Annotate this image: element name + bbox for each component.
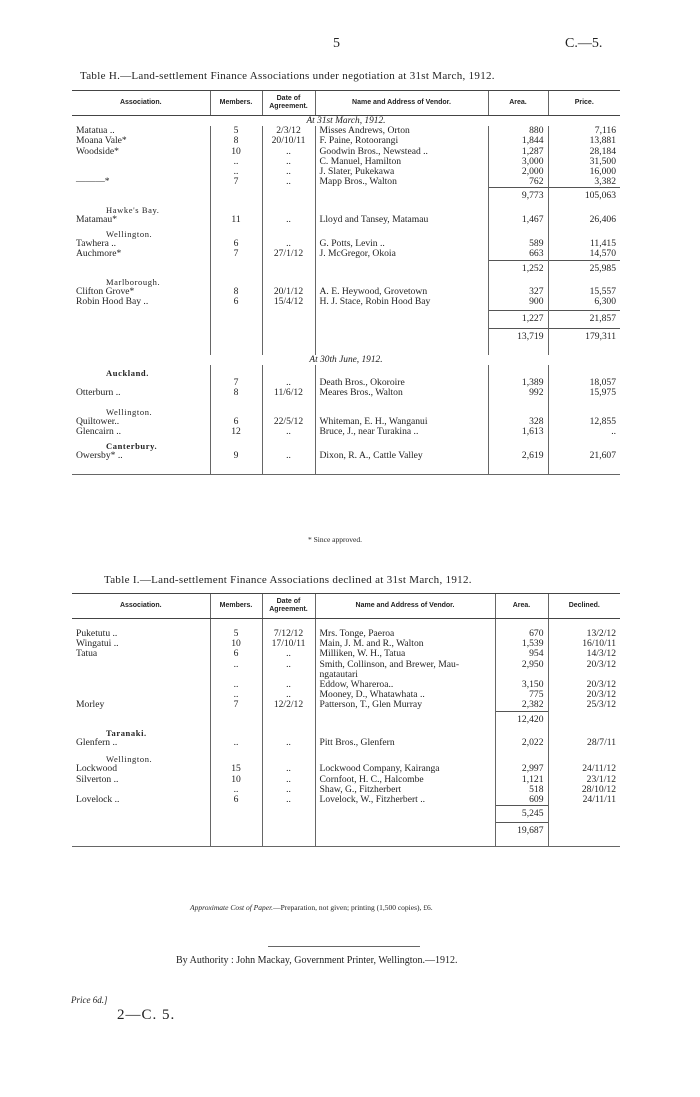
table-cell [72,345,210,355]
table-cell: 762 [488,177,548,188]
table-cell: 6 [210,417,262,427]
table-cell: 20/3/12 [548,660,620,670]
area-total: 12,420 [495,711,548,728]
bottom-reference: 2—C. 5. [117,1007,176,1023]
table-cell [210,823,262,840]
table-cell: 15,557 [548,287,620,297]
table-cell: Lockwood [76,763,118,775]
table-cell: 17/10/11 [262,639,315,649]
table-cell: 589 [488,239,548,249]
table-cell: 7/12/12 [262,629,315,639]
table-cell: Misses Andrews, Orton [315,126,488,136]
table-cell [548,399,620,407]
table-cell [210,806,262,823]
table-cell: .. [262,157,315,167]
table-cell: 18,057 [548,378,620,388]
table-cell: 7 [210,177,262,188]
table-cell: 1,613 [488,427,548,437]
table-cell [548,345,620,355]
table-cell [210,260,262,277]
table-cell: Cornfoot, H. C., Halcombe [315,775,495,785]
table-cell: 328 [488,417,548,427]
table-cell: .. [210,660,262,670]
table-cell: .. [210,680,262,690]
table-cell: 880 [488,126,548,136]
table-cell: Lloyd and Tansey, Matamau [315,215,488,225]
table-cell: 31,500 [548,157,620,167]
table-row [72,427,620,437]
region-heading: Wellington. [106,754,153,765]
table-cell: Wingatui .. [76,638,119,650]
table-cell: 2,000 [488,167,548,177]
subtotal-row [72,188,620,205]
table-cell: Woodside* [76,145,119,157]
table-cell [315,345,488,355]
table-cell [72,157,210,167]
table-cell: 900 [488,297,548,307]
cost-text: —Preparation, not given; printing (1,500 copies), £6. [273,903,433,912]
table-cell: 15 [210,764,262,774]
table-cell: 20/1/12 [262,287,315,297]
table-cell: Mapp Bros., Walton [315,177,488,188]
table-cell: 16/10/11 [548,639,620,649]
subtotal-row [72,823,620,840]
table-cell [72,260,210,277]
table-cell [315,188,488,205]
table-cell: Mooney, D., Whatawhata .. [315,690,495,700]
table-cell: 775 [495,690,548,700]
table-cell: 28/10/12 [548,785,620,795]
table-cell: 2,382 [495,700,548,711]
table-cell: .. [210,785,262,795]
divider [268,946,420,947]
table-row [72,388,620,398]
table-cell: 6 [210,297,262,307]
table-cell: A. E. Heywood, Grovetown [315,287,488,297]
table-cell: 6,300 [548,297,620,307]
period-heading: At 31st March, 1912. [306,116,386,126]
table-cell: Otterburn .. [76,387,121,399]
table-cell [315,311,488,328]
region-heading: Taranaki. [106,727,147,738]
table-cell: .. [210,690,262,700]
table-cell [315,840,495,847]
table-cell: Auchmore* [76,248,122,260]
table-cell: Lovelock .. [76,794,120,806]
table-cell: 14,570 [548,249,620,260]
table-i [72,593,620,847]
table-cell: 11 [210,215,262,225]
table-cell [72,311,210,328]
region-heading: Canterbury. [106,441,158,452]
subtotal-row [72,806,620,823]
column-header: Association. [72,594,210,619]
area-total: 19,687 [495,823,548,840]
table-cell: 2,997 [495,764,548,774]
table-cell: H. J. Stace, Robin Hood Bay [315,297,488,307]
table-cell: 20/3/12 [548,680,620,690]
table-cell [72,660,210,670]
column-header: Name and Address of Vendor. [315,594,495,619]
table-cell: Owersby* .. [76,450,123,462]
table-cell: .. [548,427,620,437]
table-cell: Glencairn .. [76,426,122,438]
cost-note [190,903,433,912]
table-cell: Dixon, R. A., Cattle Valley [315,451,488,461]
table-cell: ———* [76,176,110,188]
table-cell: 24/11/12 [548,764,620,774]
table-cell: 12/2/12 [262,700,315,711]
table-cell [495,840,548,847]
table-cell: 28,184 [548,147,620,157]
subtotal-row [72,311,620,328]
column-header: Price. [548,91,620,116]
table-cell [262,823,315,840]
column-header: Date of Agreement. [262,594,315,619]
table-cell [488,345,548,355]
table-cell: 8 [210,287,262,297]
table-cell: 1,287 [488,147,548,157]
table-h [72,90,620,475]
table-cell: 13,881 [548,136,620,146]
page-number: 5 [333,36,340,51]
table-cell: 15,975 [548,388,620,398]
table-cell: 2,022 [495,738,548,748]
table-cell: Patterson, T., Glen Murray [315,700,495,711]
region-heading: Wellington. [106,229,153,240]
table-cell: 609 [495,795,548,806]
table-cell [210,840,262,847]
table-cell: .. [262,215,315,225]
table-cell [262,188,315,205]
table-cell: Goodwin Bros., Newstead .. [315,147,488,157]
table-cell: Meares Bros., Walton [315,388,488,398]
period-heading: At 30th June, 1912. [309,354,383,365]
table-cell: 3,382 [548,177,620,188]
subtotal-row [72,260,620,277]
table-cell: Bruce, J., near Turakina .. [315,427,488,437]
price-total: 179,311 [548,328,620,345]
table-cell: Morley [76,699,105,711]
spacer-row [72,462,620,475]
table-cell [72,328,210,345]
table-cell [72,680,210,690]
table-cell: 8 [210,388,262,398]
table-cell: 327 [488,287,548,297]
table-cell: 10 [210,775,262,785]
table-cell [315,328,488,345]
spacer-row [72,399,620,407]
table-cell: .. [210,157,262,167]
table-cell: Lockwood Company, Kairanga [315,764,495,774]
table-cell [315,823,495,840]
table-cell [210,399,262,407]
table-cell: 7 [210,249,262,260]
table-cell: .. [262,239,315,249]
subtotal-row [72,328,620,345]
table-cell: 28/7/11 [548,738,620,748]
table-cell: 10 [210,147,262,157]
price-total: 105,063 [548,188,620,205]
table-cell: 12,855 [548,417,620,427]
table-cell [548,711,620,728]
table-cell: 11/6/12 [262,388,315,398]
table-h-body [72,116,620,475]
table-cell: 11,415 [548,239,620,249]
table-cell [72,188,210,205]
table-cell: 8 [210,136,262,146]
area-total: 5,245 [495,806,548,823]
table-cell [72,462,210,475]
table-cell: 7 [210,700,262,711]
column-header: Name and Address of Vendor. [315,91,488,116]
region-heading: Marlborough. [106,276,161,287]
table-cell: .. [262,660,315,670]
table-cell: 25/3/12 [548,700,620,711]
table-cell [210,328,262,345]
table-row [72,795,620,806]
table-cell: Matatua .. [76,125,115,137]
table-cell [315,711,495,728]
table-cell: .. [262,147,315,157]
table-cell: Silverton .. [76,773,119,785]
table-cell: .. [262,785,315,795]
table-cell: 1,467 [488,215,548,225]
table-cell: 7,116 [548,126,620,136]
table-cell: 1,539 [495,639,548,649]
table-cell: Pitt Bros., Glenfern [315,738,495,748]
table-cell: 3,150 [495,680,548,690]
table-cell: Tatua [76,648,98,660]
area-total: 1,252 [488,260,548,277]
table-cell: 9 [210,451,262,461]
area-total: 9,773 [488,188,548,205]
table-cell [548,806,620,823]
table-cell [72,840,210,847]
price-total: 21,857 [548,311,620,328]
table-cell: 10 [210,639,262,649]
table-cell [262,345,315,355]
table-cell: 7 [210,378,262,388]
table-cell: Milliken, W. H., Tatua [315,649,495,659]
table-cell: 26,406 [548,215,620,225]
region-heading: Auckland. [106,368,149,379]
spacer-row [72,345,620,355]
table-cell: Puketutu .. [76,628,118,639]
table-row [72,215,620,225]
region-heading: Hawke's Bay. [106,204,160,215]
table-cell [262,462,315,475]
table-cell [488,399,548,407]
table-cell [72,806,210,823]
table-cell: 20/10/11 [262,136,315,146]
table-cell: .. [262,177,315,188]
table-cell: G. Potts, Levin .. [315,239,488,249]
table-cell [548,462,620,475]
table-cell: 2/3/12 [262,126,315,136]
table-cell: Glenfern .. [76,737,118,749]
column-header: Date of Agreement. [262,91,315,116]
table-cell: Smith, Collinson, and Brewer, Mau- [315,660,495,670]
table-cell: Moana Vale* [76,135,127,147]
spacer-row [72,840,620,847]
table-cell [210,711,262,728]
price-total: 25,985 [548,260,620,277]
table-row [72,451,620,461]
table-cell: 992 [488,388,548,398]
column-header: Members. [210,91,262,116]
table-cell: Whiteman, E. H., Wanganui [315,417,488,427]
table-cell: 13/2/12 [548,629,620,639]
table-cell: Main, J. M. and R., Walton [315,639,495,649]
table-row [72,177,620,188]
table-h-title: Table H.—Land-settlement Finance Associations under negotiation at 31st March, 1912. [80,70,495,82]
table-cell: ngatautari [315,670,495,680]
table-cell: 21,607 [548,451,620,461]
table-cell: .. [262,775,315,785]
table-cell: 22/5/12 [262,417,315,427]
table-cell: 23/1/12 [548,775,620,785]
table-cell: 3,000 [488,157,548,167]
table-cell [262,260,315,277]
table-cell: .. [262,795,315,806]
table-cell: Mrs. Tonge, Paeroa [315,629,495,639]
table-cell: J. Slater, Pukekawa [315,167,488,177]
table-row [72,297,620,307]
table-cell: .. [262,649,315,659]
column-header: Area. [495,594,548,619]
column-header: Members. [210,594,262,619]
table-cell: .. [210,738,262,748]
table-cell: 954 [495,649,548,659]
table-cell: 24/11/11 [548,795,620,806]
table-cell [315,399,488,407]
table-i-body [72,619,620,847]
table-row [72,700,620,711]
table-cell: .. [262,738,315,748]
table-cell: 670 [495,629,548,639]
table-cell: 12 [210,427,262,437]
document-reference: C.—5. [565,36,603,51]
table-cell: Lovelock, W., Fitzherbert .. [315,795,495,806]
table-cell: Eddow, Whareroa.. [315,680,495,690]
table-cell [262,806,315,823]
table-cell: .. [262,167,315,177]
table-cell [262,311,315,328]
table-cell: 6 [210,795,262,806]
table-cell: 20/3/12 [548,690,620,700]
table-row [72,738,620,748]
table-cell: 6 [210,649,262,659]
table-cell: .. [262,378,315,388]
table-cell [315,806,495,823]
table-cell: C. Manuel, Hamilton [315,157,488,167]
table-cell [262,711,315,728]
table-cell [210,311,262,328]
table-cell: 6 [210,239,262,249]
table-cell: .. [262,690,315,700]
table-cell [262,840,315,847]
table-row [72,249,620,260]
column-header: Declined. [548,594,620,619]
table-cell: 14/3/12 [548,649,620,659]
table-cell: 663 [488,249,548,260]
table-cell: Clifton Grove* [76,286,135,298]
cost-label: Approximate Cost of Paper. [190,903,274,912]
table-cell: Robin Hood Bay .. [76,296,149,308]
table-cell [488,462,548,475]
footnote: * Since approved. [308,535,362,544]
table-cell: 1,389 [488,378,548,388]
table-cell: 27/1/12 [262,249,315,260]
column-header: Association. [72,91,210,116]
table-cell [72,399,210,407]
area-total: 1,227 [488,311,548,328]
table-cell: J. McGregor, Okoia [315,249,488,260]
area-total: 13,719 [488,328,548,345]
table-cell [262,328,315,345]
table-cell: 1,844 [488,136,548,146]
table-cell: 2,619 [488,451,548,461]
table-cell: .. [210,167,262,177]
table-cell: F. Paine, Rotoorangi [315,136,488,146]
table-cell [72,711,210,728]
table-cell [315,462,488,475]
table-cell: 5 [210,629,262,639]
table-cell: Tawhera .. [76,238,117,250]
table-cell [72,823,210,840]
table-cell: Death Bros., Okoroire [315,378,488,388]
table-i-title: Table I.—Land-settlement Finance Associations declined at 31st March, 1912. [104,574,472,586]
price-note: Price 6d.] [71,995,108,1005]
table-cell [210,345,262,355]
table-cell [315,260,488,277]
region-heading: Wellington. [106,406,153,417]
table-cell [72,670,210,680]
table-cell: 518 [495,785,548,795]
table-cell: 16,000 [548,167,620,177]
authority-line: By Authority : John Mackay, Government Printer, Wellington.—1912. [176,955,458,966]
period-row [72,355,620,365]
table-cell [262,399,315,407]
table-cell: .. [262,451,315,461]
table-cell: Matamau* [76,213,118,225]
column-header: Area. [488,91,548,116]
table-cell: .. [262,764,315,774]
table-cell [548,823,620,840]
table-cell: Shaw, G., Fitzherbert [315,785,495,795]
table-cell: 15/4/12 [262,297,315,307]
table-cell: .. [262,427,315,437]
table-cell: Quiltower.. [76,415,120,427]
table-cell: 5 [210,126,262,136]
table-cell: 2,950 [495,660,548,670]
table-cell [548,840,620,847]
subtotal-row [72,711,620,728]
table-cell [210,462,262,475]
table-cell [210,188,262,205]
table-cell: 1,121 [495,775,548,785]
table-cell: .. [262,680,315,690]
